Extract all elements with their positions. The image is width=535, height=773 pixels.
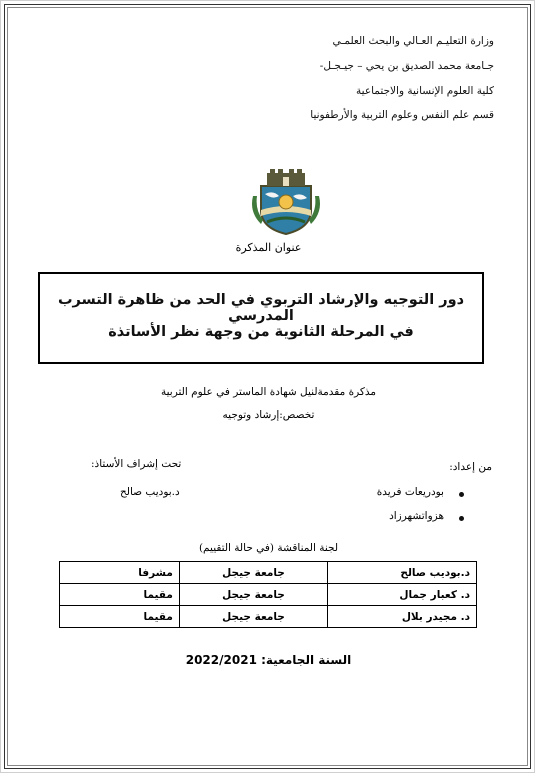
- student-name-1: بودريعات فريدة: [376, 486, 444, 498]
- faculty-name: كلية العلوم الإنسانية والاجتماعية: [356, 85, 494, 97]
- member-name: د. كعبار جمال: [328, 584, 477, 606]
- committee-table: [59, 561, 477, 628]
- supervision-label: تحت إشراف الأستاذ:: [91, 458, 182, 470]
- specialty-line: تخصص:إرشاد وتوجيه: [222, 409, 315, 421]
- academic-year-value: 2022/2021: [185, 653, 257, 667]
- department-name: قسم علم النفس وعلوم التربية والأرطفونيا: [310, 109, 494, 121]
- supervisor-name: د.بوديب صالح: [120, 486, 180, 498]
- university-name: جـامعة محمد الصديق بن يحي – جيـجـل-: [319, 60, 494, 72]
- university-emblem-icon: [245, 166, 327, 236]
- ministry-name: وزارة التعليـم العـالي والبحث العلمـي: [332, 35, 494, 47]
- member-institution: جامعة جيجل: [179, 562, 327, 584]
- academic-year: [1, 653, 535, 667]
- bullet-icon: [459, 516, 464, 521]
- table-row: [60, 584, 477, 606]
- academic-year-label: السنة الجامعية:: [261, 653, 352, 667]
- bullet-icon: [459, 492, 464, 497]
- member-name: د. مجيدر بلال: [328, 606, 477, 628]
- thesis-title-line-2: في المرحلة الثانوية من وجهة نظر الأساتذة: [108, 324, 414, 340]
- memo-title-label: عنوان المذكرة: [235, 241, 302, 254]
- student-name-2: هزواتشهرزاد: [389, 510, 444, 522]
- thesis-title-line-1: دور التوجيه والإرشاد التربوي في الحد من ظاهرة التسرب المدرسي: [57, 292, 465, 324]
- member-name: د.بوديب صالح: [328, 562, 477, 584]
- prepared-by-label: من إعداد:: [449, 461, 492, 473]
- member-role: مشرفا: [60, 562, 180, 584]
- member-institution: جامعة جيجل: [179, 606, 327, 628]
- degree-line: مذكرة مقدمةلنيل شهادة الماستر في علوم التربية: [160, 386, 377, 398]
- committee-title: لجنة المناقشة (في حالة التقييم): [198, 542, 339, 554]
- member-institution: جامعة جيجل: [179, 584, 327, 606]
- member-role: مقيما: [60, 584, 180, 606]
- thesis-title-box: [38, 272, 484, 364]
- table-row: [60, 562, 477, 584]
- table-row: [60, 606, 477, 628]
- member-role: مقيما: [60, 606, 180, 628]
